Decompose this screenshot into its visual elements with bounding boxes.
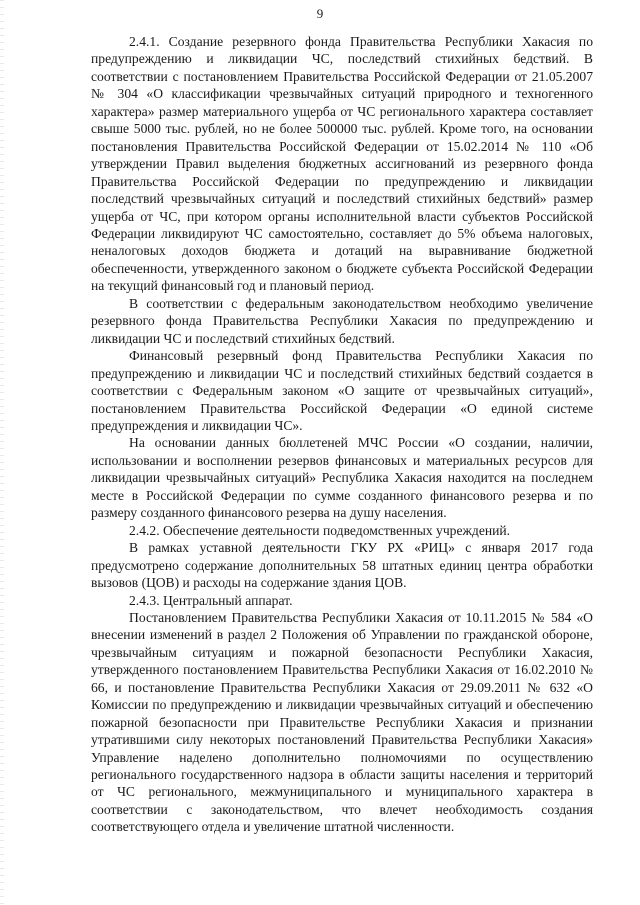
paragraph-financial-fund: Финансовый резервный фонд Правительства Республики Хакасия по предупреждению и ликвидации ЧС и последствий стихийных бедствий создается в соответствии с Федеральным законом «О защите от чрезвычайных ситуаций», постановлением Правительства Российской Федерации «О единой системе предупреждения и ликвидации ЧС». bbox=[91, 348, 593, 433]
document-body bbox=[91, 33, 593, 836]
scan-edge-mark bbox=[0, 0, 4, 905]
paragraph-reserve-fund: 2.4.1. Создание резервного фонда Правительства Республики Хакасия по предупреждению и ликвидации ЧС, последствий стихийных бедствий. В соответствии с постановлением Правительства Российской Федерации от 21.05.2007 № 304 «О классификации чрезвычайных ситуаций природного и техногенного характера» размер материального ущерба от ЧС регионального характера составляет свыше 5000 тыс. рублей, но не более 500000 тыс. рублей. Кроме того, на основании постановления Правительства Российской Федерации от 15.02.2014 № 110 «Об утверждении Правил выделения бюджетных ассигнований из резервного фонда Правительства Российской Федерации по предупреждению и ликвидации последствий чрезвычайных ситуаций и последствий стихийных бедствий» размер ущерба от ЧС, при котором органы исполнительной власти субъектов Российской Федерации ликвидируют ЧС самостоятельно, составляет до 5% объема налоговых, неналоговых доходов бюджета и дотаций на выравнивание бюджетной обеспеченности, утвержденного законом о бюджете субъекта Российской Федерации на текущий финансовый год и плановый период. bbox=[91, 34, 593, 294]
paragraph-ric-staff: В рамках уставной деятельности ГКУ РХ «РИЦ» с января 2017 года предусмотрено содержание дополнительных 58 штатных единиц центра обработки вызовов (ЦОВ) и расходы на содержание здания ЦОВ. bbox=[91, 540, 593, 591]
paragraph-central-office-powers: Постановлением Правительства Республики Хакасия от 10.11.2015 № 584 «О внесении изменений в раздел 2 Положения об Управлении по гражданской обороне, чрезвычайным ситуациям и пожарной безопасности Республики Хакасия, утвержденного постановлением Правительства Республики Хакасия от 16.02.2010 № 66, и постановление Правительства Республики Хакасия от 29.09.2011 № 632 «О Комиссии по предупреждению и ликвидации чрезвычайных ситуаций и обеспечению пожарной безопасности при Правительстве Республики Хакасия и признании утратившими силу некоторых постановлений Правительства Республики Хакасия» Управление наделено дополнительно полномочиями по осуществлению регионального государственного надзора в области защиты населения и территорий от ЧС регионального, межмуниципального и муниципального характера в соответствии с законодательством, что влечет необходимость создания соответствующего отдела и увеличение штатной численности. bbox=[91, 609, 593, 835]
paragraph-fund-increase: В соответствии с федеральным законодательством необходимо увеличение резервного фонда Правительства Республики Хакасия по предупреждению и ликвидации ЧС и последствий стихийных бедствий. bbox=[91, 295, 593, 346]
section-heading-central-office: 2.4.3. Центральный аппарат. bbox=[129, 592, 293, 608]
section-heading-subordinate-institutions: 2.4.2. Обеспечение деятельности подведомственных учреждений. bbox=[129, 522, 511, 538]
page-number: 9 bbox=[316, 6, 324, 21]
paragraph-mchs-bulletins: На основании данных бюллетеней МЧС России «О создании, наличии, использовании и восполнении резервов финансовых и материальных ресурсов для ликвидации чрезвычайных ситуаций» Республика Хакасия находится на последнем месте в Российской Федерации по сумме созданного финансового резерва и по размеру созданного финансового резерва на душу населения. bbox=[91, 435, 593, 521]
